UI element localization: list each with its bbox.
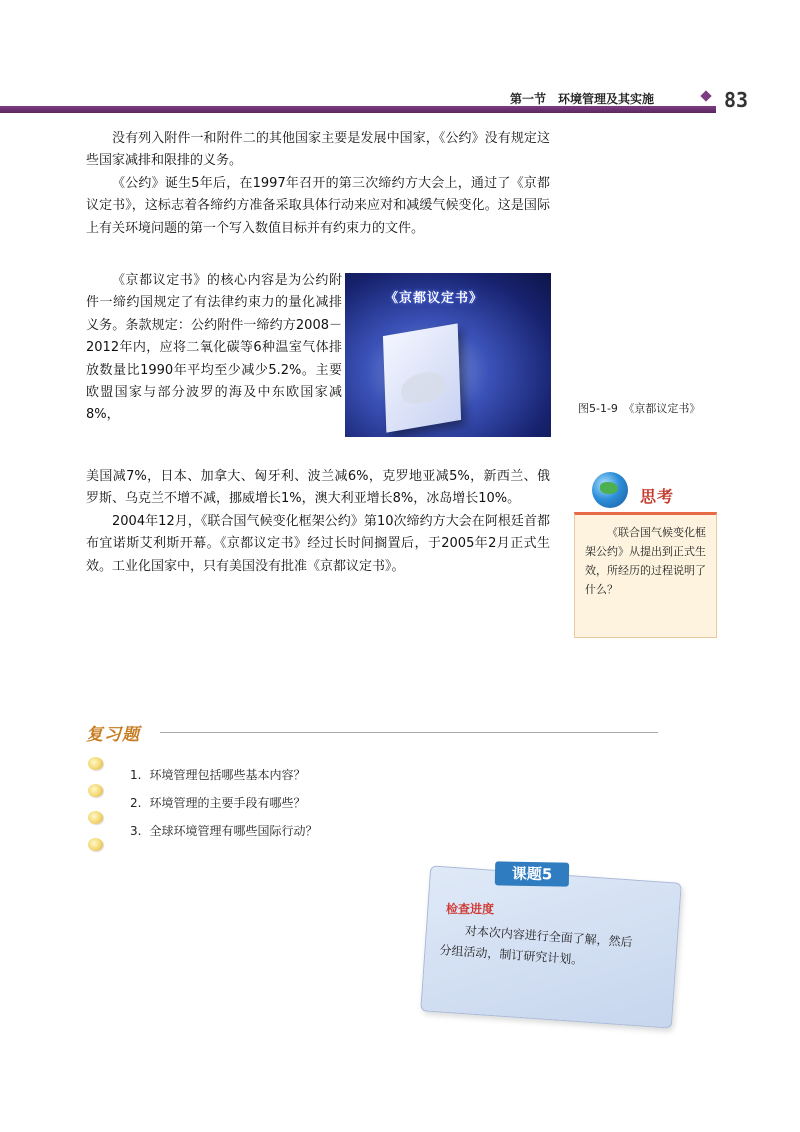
question-number: 2. (130, 796, 142, 810)
review-divider (160, 732, 658, 733)
globe-icon (592, 472, 628, 508)
paragraph-2: 《公约》诞生5年后，在1997年召开的第三次缔约方大会上，通过了《京都议定书》，这标志着各缔约方准备采取具体行动来应对和减缓气候变化。这是国际上有关环境问题的第一个写入数值目标并有约束力的文件。 (86, 175, 550, 236)
book-illustration (383, 323, 461, 432)
image-title: 《京都议定书》 (385, 291, 484, 306)
review-question-3 (130, 822, 325, 839)
topic-card-text: 对本次内容进行全面了解，然后分组活动，制订研究计划。 (439, 923, 634, 968)
bullet-icon (88, 811, 103, 824)
kyoto-protocol-image (345, 273, 551, 437)
question-text: 环境管理的主要手段有哪些？ (149, 796, 306, 810)
think-text: 《联合国气候变化框架公约》从提出到正式生效，所经历的过程说明了什么？ (585, 526, 706, 596)
question-text: 全球环境管理有哪些国际行动？ (149, 824, 318, 838)
topic-card-tab: 课题5 (495, 861, 569, 886)
continued-text (86, 466, 550, 578)
topic-card-heading: 检查进度 (446, 902, 495, 916)
bullet-icon (88, 757, 103, 770)
review-question-1 (130, 766, 313, 783)
page-number: 83 (724, 88, 749, 112)
question-number: 3. (130, 824, 142, 838)
wrapped-text (86, 270, 342, 427)
header-bar (0, 106, 716, 113)
paragraph-3a: 《京都议定书》的核心内容是为公约附件一缔约国规定了有法律约束力的量化减排义务。条款规定：公约附件一缔约方2008－2012年内，应将二氧化碳等6种温室气体排放数量比1990年平均至少减少5.2%。主要欧盟国家与部分波罗的海及中东欧国家减8%， (86, 273, 342, 423)
question-number: 1. (130, 768, 142, 782)
paragraph-4: 2004年12月，《联合国气候变化框架公约》第10次缔约方大会在阿根廷首都布宜诺斯艾利斯开幕。《京都议定书》经过长时间搁置后，于2005年2月正式生效。工业化国家中，只有美国没有批准《京都议定书》。 (86, 513, 550, 574)
review-question-2 (130, 794, 313, 811)
intro-text (86, 128, 550, 240)
paragraph-1: 没有列入附件一和附件二的其他国家主要是发展中国家，《公约》没有规定这些国家减排和限排的义务。 (86, 131, 550, 169)
think-label: 思考 (640, 487, 675, 506)
figure-caption: 图5-1-9 《京都议定书》 (578, 402, 701, 415)
review-title: 复习题 (86, 725, 140, 745)
paragraph-3b: 美国减7%，日本、加拿大、匈牙利、波兰减6%，克罗地亚减5%，新西兰、俄罗斯、乌克兰不增不减，挪威增长1%，澳大利亚增长8%，冰岛增长10%。 (86, 469, 550, 507)
diamond-icon (700, 90, 711, 101)
bullet-icon (88, 838, 103, 851)
think-box (574, 512, 717, 638)
question-text: 环境管理包括哪些基本内容？ (149, 768, 306, 782)
bullet-icon (88, 784, 103, 797)
section-title: 第一节 环境管理及其实施 (510, 92, 655, 106)
